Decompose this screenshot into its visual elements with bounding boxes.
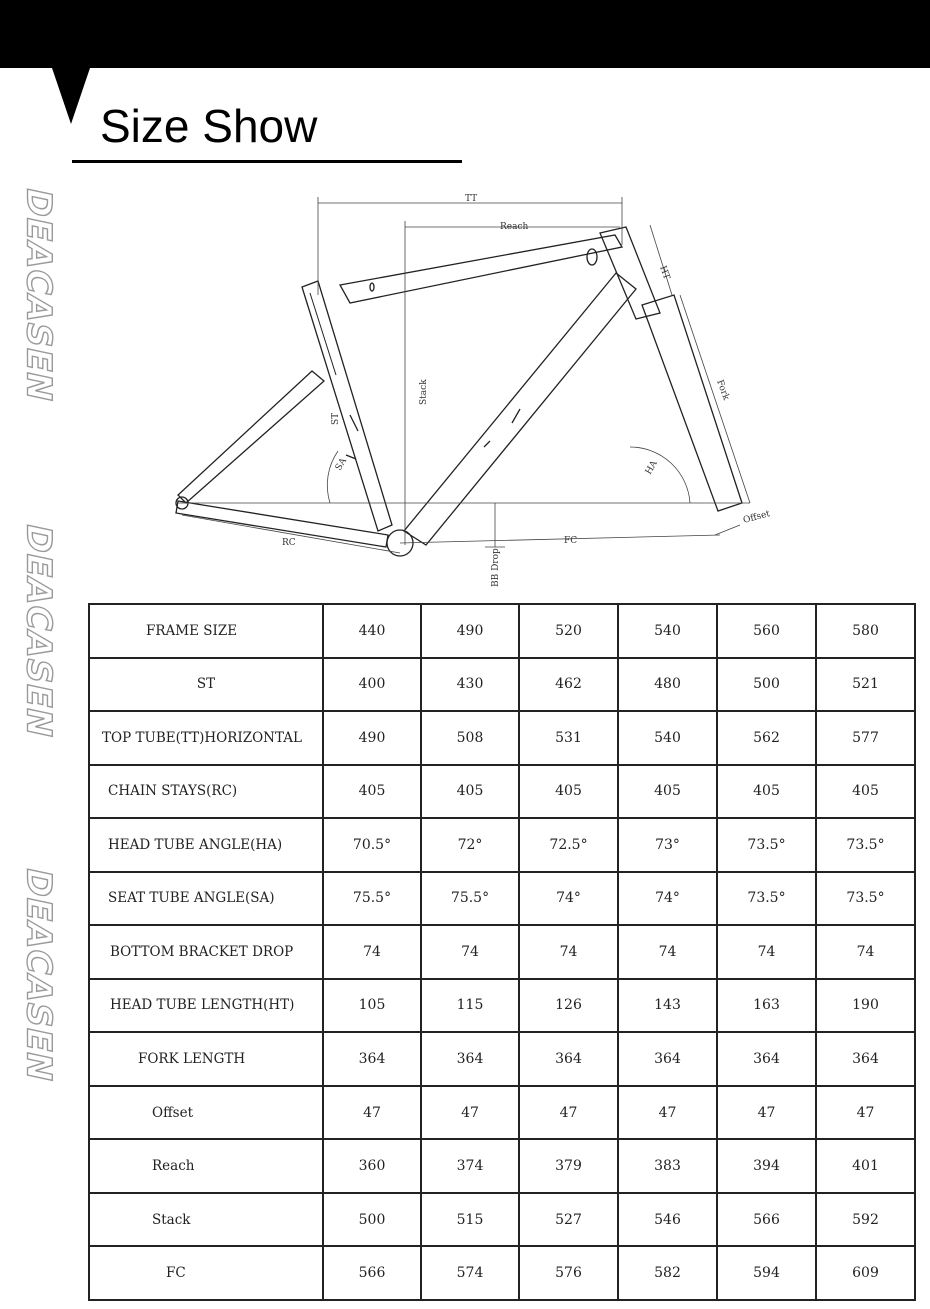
table-cell: 115 <box>421 979 519 1033</box>
table-cell: 609 <box>816 1246 915 1300</box>
table-cell: 70.5° <box>323 818 421 872</box>
rc-label: RC <box>282 538 296 548</box>
ha-label: HA <box>643 459 660 477</box>
table-row <box>89 1139 915 1193</box>
row-label: TOP TUBE(TT)HORIZONTAL <box>89 711 323 765</box>
reach-label: Reach <box>500 222 529 232</box>
table-cell: 74 <box>421 925 519 979</box>
table-row <box>89 711 915 765</box>
table-cell: 72° <box>421 818 519 872</box>
table-row <box>89 658 915 712</box>
table-cell: 582 <box>618 1246 717 1300</box>
row-label: CHAIN STAYS(RC) <box>89 765 323 819</box>
table-cell: 374 <box>421 1139 519 1193</box>
table-cell: 75.5° <box>323 872 421 926</box>
table-cell: 546 <box>618 1193 717 1247</box>
table-cell: 576 <box>519 1246 618 1300</box>
table-cell: 405 <box>816 765 915 819</box>
table-cell: 74 <box>519 925 618 979</box>
row-label: Reach <box>89 1139 323 1193</box>
table-cell: 74 <box>717 925 816 979</box>
row-label: FC <box>89 1246 323 1300</box>
row-label: ST <box>89 658 323 712</box>
table-cell: 47 <box>618 1086 717 1140</box>
geometry-table <box>88 603 916 1301</box>
table-row <box>89 818 915 872</box>
table-cell: 73.5° <box>816 818 915 872</box>
table-cell: 364 <box>717 1032 816 1086</box>
table-cell: 126 <box>519 979 618 1033</box>
table-row <box>89 765 915 819</box>
table-cell: 73° <box>618 818 717 872</box>
fork-label: Fork <box>714 378 731 402</box>
frame-drawing <box>160 185 800 595</box>
table-cell: 379 <box>519 1139 618 1193</box>
row-label: BOTTOM BRACKET DROP <box>89 925 323 979</box>
table-cell: 562 <box>717 711 816 765</box>
table-cell: 500 <box>717 658 816 712</box>
row-label: FORK LENGTH <box>89 1032 323 1086</box>
row-label: FRAME SIZE <box>89 604 323 658</box>
table-cell: 430 <box>421 658 519 712</box>
table-row <box>89 1032 915 1086</box>
table-cell: 577 <box>816 711 915 765</box>
table-row <box>89 1246 915 1300</box>
table-cell: 405 <box>323 765 421 819</box>
table-cell: 383 <box>618 1139 717 1193</box>
table-cell: 364 <box>618 1032 717 1086</box>
table-cell: 520 <box>519 604 618 658</box>
stack-label: Stack <box>419 379 429 405</box>
table-cell: 405 <box>717 765 816 819</box>
title-underline <box>72 160 462 163</box>
table-cell: 73.5° <box>717 872 816 926</box>
table-row <box>89 872 915 926</box>
table-cell: 515 <box>421 1193 519 1247</box>
top-black-bar <box>0 0 930 68</box>
header-arrow-icon <box>52 68 90 124</box>
table-cell: 74 <box>618 925 717 979</box>
table-cell: 47 <box>323 1086 421 1140</box>
table-cell: 74 <box>323 925 421 979</box>
table-cell: 163 <box>717 979 816 1033</box>
row-label: Offset <box>89 1086 323 1140</box>
table-cell: 72.5° <box>519 818 618 872</box>
table-cell: 574 <box>421 1246 519 1300</box>
table-cell: 190 <box>816 979 915 1033</box>
table-cell: 560 <box>717 604 816 658</box>
table-cell: 360 <box>323 1139 421 1193</box>
table-cell: 490 <box>323 711 421 765</box>
table-cell: 580 <box>816 604 915 658</box>
brand-watermark <box>14 516 64 746</box>
table-cell: 47 <box>717 1086 816 1140</box>
table-cell: 490 <box>421 604 519 658</box>
table-cell: 566 <box>717 1193 816 1247</box>
table-cell: 364 <box>323 1032 421 1086</box>
page-title: Size Show <box>100 100 318 152</box>
table-cell: 405 <box>618 765 717 819</box>
watermark-text: DEACASEN <box>19 864 60 1086</box>
table-cell: 594 <box>717 1246 816 1300</box>
watermark-text: DEACASEN <box>19 520 60 742</box>
table-cell: 531 <box>519 711 618 765</box>
table-cell: 405 <box>519 765 618 819</box>
table-cell: 540 <box>618 711 717 765</box>
table-row <box>89 979 915 1033</box>
table-row <box>89 925 915 979</box>
table-cell: 47 <box>816 1086 915 1140</box>
table-cell: 540 <box>618 604 717 658</box>
table-cell: 73.5° <box>816 872 915 926</box>
watermark-text: DEACASEN <box>19 184 60 406</box>
table-row <box>89 1193 915 1247</box>
table-cell: 47 <box>421 1086 519 1140</box>
table-cell: 521 <box>816 658 915 712</box>
table-cell: 566 <box>323 1246 421 1300</box>
table-cell: 74 <box>816 925 915 979</box>
table-row <box>89 1086 915 1140</box>
table-cell: 364 <box>816 1032 915 1086</box>
table-cell: 143 <box>618 979 717 1033</box>
row-label: HEAD TUBE ANGLE(HA) <box>89 818 323 872</box>
sa-label: SA <box>333 456 349 473</box>
row-label: HEAD TUBE LENGTH(HT) <box>89 979 323 1033</box>
table-cell: 480 <box>618 658 717 712</box>
table-cell: 527 <box>519 1193 618 1247</box>
bb-drop-label: BB Drop <box>491 548 501 587</box>
table-cell: 440 <box>323 604 421 658</box>
row-label: SEAT TUBE ANGLE(SA) <box>89 872 323 926</box>
table-cell: 462 <box>519 658 618 712</box>
brand-watermark <box>14 180 64 410</box>
table-cell: 508 <box>421 711 519 765</box>
table-cell: 592 <box>816 1193 915 1247</box>
tt-label: TT <box>465 194 478 204</box>
geometry-table-body <box>89 604 915 1300</box>
brand-watermark <box>14 860 64 1090</box>
table-cell: 74° <box>618 872 717 926</box>
table-cell: 400 <box>323 658 421 712</box>
table-row <box>89 604 915 658</box>
table-cell: 74° <box>519 872 618 926</box>
table-cell: 394 <box>717 1139 816 1193</box>
table-cell: 47 <box>519 1086 618 1140</box>
table-cell: 364 <box>421 1032 519 1086</box>
table-cell: 105 <box>323 979 421 1033</box>
frame-geometry-diagram <box>160 185 800 595</box>
ht-label: HT <box>657 264 672 282</box>
table-cell: 75.5° <box>421 872 519 926</box>
table-cell: 401 <box>816 1139 915 1193</box>
table-cell: 364 <box>519 1032 618 1086</box>
table-cell: 405 <box>421 765 519 819</box>
fc-label: FC <box>564 536 578 546</box>
table-cell: 73.5° <box>717 818 816 872</box>
offset-label: Offset <box>742 509 772 526</box>
st-label: ST <box>331 412 341 425</box>
row-label: Stack <box>89 1193 323 1247</box>
table-cell: 500 <box>323 1193 421 1247</box>
